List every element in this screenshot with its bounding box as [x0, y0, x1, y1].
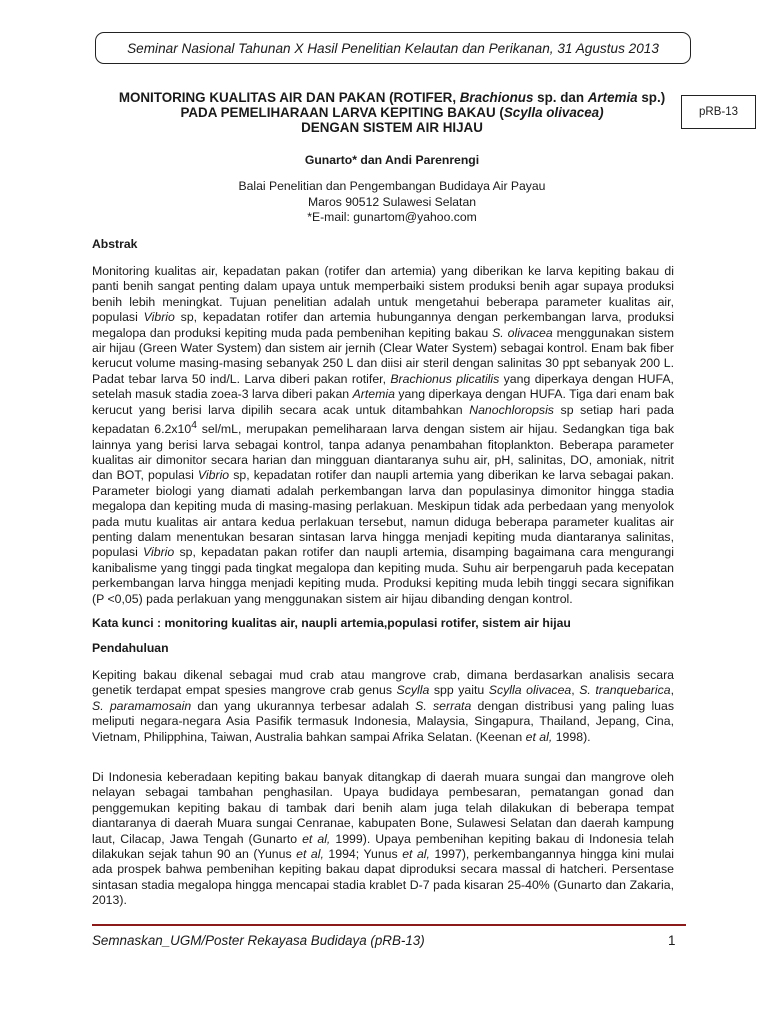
paper-code-box: [681, 95, 756, 129]
footer-rule: [92, 924, 686, 926]
intro-heading: Pendahuluan: [92, 641, 169, 655]
footer-label: Semnaskan_UGM/Poster Rekayasa Budidaya (pRB-13): [92, 933, 425, 948]
authors: Gunarto* dan Andi Parenrengi: [304, 153, 480, 167]
intro-paragraph-2: Di Indonesia keberadaan kepiting bakau banyak ditangkap di daerah muara sungai dan mangrove oleh nelayan sebagai tambahan penghasilan. Upaya budidaya pembesaran, pematangan gonad dan penggemukan kepiting bakau di tambak dari benih alam juga telah dilakukan di beberapa tempat diantaranya di daerah Muara sungai Cenranae, kabupaten Bone, Sulawesi Selatan dan daerah kampung laut, Cilacap, Jawa Tengah (Gunarto et al, 1999). Upaya pembenihan kepiting bakau di Indonesia telah dilakukan sejak tahun 90 an (Yunus et al, 1994; Yunus et al, 1997), perkembangannya hingga kini mulai ada prospek bahwa pembenihan kepiting bakau dapat diproduksi secara massal di hatcheri. Persentase sintasan stadia megalopa hingga mencapai stadia krablet D-7 pada kisaran 25-40% (Gunarto dan Zakaria, 2013).: [92, 770, 675, 908]
affiliation: [92, 179, 692, 226]
page-number: 1: [668, 933, 676, 948]
paper-code: pRB-13: [699, 106, 738, 118]
email: *E-mail: gunartom@yahoo.com: [307, 210, 477, 224]
seminar-header: [95, 32, 691, 64]
abstract-heading: Abstrak: [92, 237, 138, 251]
intro-paragraph-1: Kepiting bakau dikenal sebagai mud crab atau mangrove crab, dimana berdasarkan analisis secara genetik terdapat empat spesies mangrove crab genus Scylla spp yaitu Scylla olivacea, S. tranquebarica, S. paramamosain dan yang ukurannya terbesar adalah S. serrata dengan distribusi yang paling luas meliputi negara-negara Asia Pasifik termasuk Indonesia, Malaysia, Singapura, Thailand, Jepang, Cina, Vietnam, Philipphina, Taiwan, Australia bahkan sampai Afrika Selatan. (Keenan et al, 1998).: [92, 668, 675, 744]
paper-title: MONITORING KUALITAS AIR DAN PAKAN (ROTIFER, Brachionus sp. dan Artemia sp.) PADA PEMELIHARAAN LARVA KEPITING BAKAU (Scylla olivacea) DENGAN SISTEM AIR HIJAU: [118, 90, 666, 135]
address: Maros 90512 Sulawesi Selatan: [307, 194, 477, 209]
institution: Balai Penelitian dan Pengembangan Budidaya Air Payau: [238, 179, 546, 193]
keywords: Kata kunci : monitoring kualitas air, naupli artemia,populasi rotifer, sistem air hijau: [92, 616, 571, 630]
seminar-title: Seminar Nasional Tahunan X Hasil Penelitian Kelautan dan Perikanan, 31 Agustus 2013: [127, 40, 659, 56]
abstract-body: Monitoring kualitas air, kepadatan pakan (rotifer dan artemia) yang diberikan ke larva kepiting bakau di panti benih sangat penting dalam upaya untuk memperbaiki sistem produksi benih agar supaya produksi benih lebih meningkat. Tujuan penelitian adalah untuk mengetahui beberapa parameter kualitas air, populasi Vibrio sp, kepadatan rotifer dan artemia hubungannya dengan perkembangan larva, produksi megalopa dan produksi kepiting muda pada pembenihan kepiting bakau S. olivacea menggunakan sistem air hijau (Green Water System) dan sistem air jernih (Clear Water System) sebagai kontrol. Enam bak fiber kerucut volume masing-masing sebanyak 250 L dan diisi air steril dengan salinitas 30 ppt sebanyak 200 L. Padat tebar larva 50 ind/L. Larva diberi pakan rotifer, Brachionus plicatilis yang diperkaya dengan HUFA, setelah masuk stadia zoea-3 larva diberi pakan Artemia yang diperkaya dengan HUFA. Tiga dari enam bak kerucut yang berisi larva dipilih secara acak untuk ditambahkan Nanochloropsis sp setiap hari pada kepadatan $6.2x10^4$ sel/mL, merupakan pemeliharaan larva dengan sistem air hijau. Sedangkan tiga bak lainnya yang berisi larva sebagai kontrol, tanpa adanya penambahan fitoplankton. Beberapa parameter kualitas air dimonitor secara harian dan mingguan diantaranya suhu air, pH, salinitas, DO, amoniak, nitrit dan BOT, populasi Vibrio sp, kepadatan rotifer dan naupli artemia yang diberikan ke larva sebagai pakan. Parameter biologi yang diamati adalah perkembangan larva dan populasinya dimonitor hingga stadia megalopa dan kepiting muda di masing-masing perlakuan. Meskipun tidak ada perbedaan yang menyolok pada mutu kualitas air antara kedua perlakuan tersebut, namun diduga beberapa parameter kualitas air penting dalam menentukan besaran sintasan larva hingga menjadi kepiting muda diantaranya salinitas, populasi Vibrio sp, kepadatan pakan rotifer dan naupli artemia, disamping bagaimana cara mengurangi kanibalisme yang tinggi pada tingkat megalopa dan kepiting muda. Suhu air berpengaruh pada kecepatan perkembangan larva hingga menjadi kepiting muda. Produksi kepiting muda lebih tinggi secara signifikan (P <0,05) pada perlakuan yang menggunakan sistem air hijau dibanding dengan kontrol.: [92, 264, 675, 606]
